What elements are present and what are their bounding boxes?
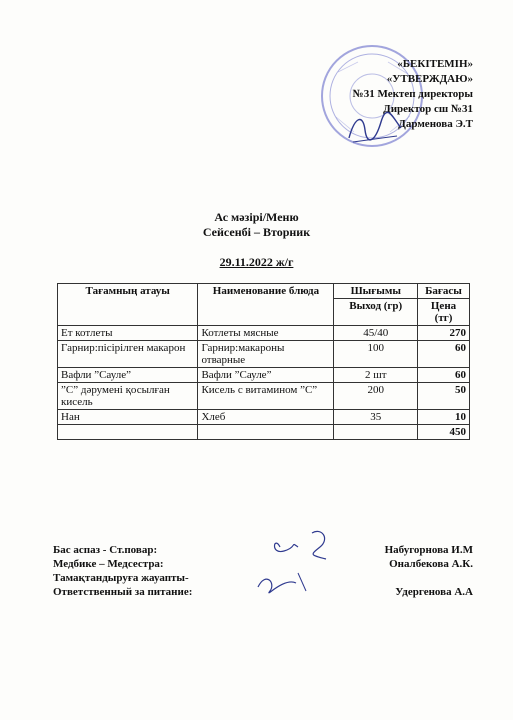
table-row	[58, 341, 470, 368]
medic-label: Медбике – Медсестра:	[53, 558, 164, 570]
resp-label-ru: Ответственный за питание:	[53, 586, 193, 598]
footer-medic-row	[53, 557, 473, 571]
menu-date: 29.11.2022 ж/г	[219, 255, 294, 269]
cell-name-kz: ”С” дәрумені қосылған кисель	[58, 383, 198, 410]
footer-signatures	[53, 543, 473, 599]
cell-name-kz: Вафли ”Сауле”	[58, 368, 198, 383]
cell-price: 60	[418, 368, 470, 383]
table-row	[58, 410, 470, 425]
menu-heading	[0, 210, 513, 240]
chef-name: Набугорнова И.М	[384, 544, 473, 556]
header-name-kz: Тағамның атауы	[58, 284, 198, 326]
cell-output: 45/40	[334, 326, 418, 341]
resp-name: Удергенова А.А	[395, 586, 473, 598]
total-price: 450	[418, 425, 470, 440]
cell-output: 35	[334, 410, 418, 425]
table-row	[58, 326, 470, 341]
header-price-kz: Бағасы	[418, 284, 470, 299]
menu-title: Ас мәзірі/Меню	[214, 210, 299, 224]
footer-chef-row	[53, 543, 473, 557]
cell-price: 270	[418, 326, 470, 341]
header-output-kz: Шығымы	[334, 284, 418, 299]
cell-name-ru: Кисель с витамином ”С”	[198, 383, 334, 410]
cell-name-ru: Хлеб	[198, 410, 334, 425]
table-total-row	[58, 425, 470, 440]
menu-day: Сейсенбі – Вторник	[202, 225, 311, 239]
cell-name-kz: Нан	[58, 410, 198, 425]
director-name: Дарменова Э.Т	[398, 118, 473, 130]
director-kz: №31 Мектеп директоры	[352, 88, 473, 100]
director-ru: Директор сш №31	[383, 103, 473, 115]
header-price-ru: Цена (тг)	[418, 299, 470, 326]
resp-label-kz: Тамақтандыруға жауапты-	[53, 572, 189, 584]
cell-price: 50	[418, 383, 470, 410]
table-header-row	[58, 284, 470, 299]
approve-ru: «УТВЕРЖДАЮ»	[386, 73, 473, 85]
table-row	[58, 368, 470, 383]
cell-output: 100	[334, 341, 418, 368]
cell-price: 60	[418, 341, 470, 368]
header-output-ru: Выход (гр)	[334, 299, 418, 326]
cell-empty	[198, 425, 334, 440]
header-name-ru: Наименование блюда	[198, 284, 334, 326]
footer-resp-row-ru	[53, 585, 473, 599]
table-row	[58, 383, 470, 410]
cell-price: 10	[418, 410, 470, 425]
menu-table	[57, 283, 470, 440]
cell-empty	[58, 425, 198, 440]
medic-name: Оналбекова А.К.	[389, 558, 473, 570]
cell-output: 2 шт	[334, 368, 418, 383]
cell-name-kz: Гарнир:пісірілген макарон	[58, 341, 198, 368]
footer-resp-row-kz	[53, 571, 473, 585]
director-signature	[345, 108, 405, 148]
cell-name-kz: Ет котлеты	[58, 326, 198, 341]
approve-kz: «БЕКІТЕМІН»	[397, 58, 473, 70]
cell-empty	[334, 425, 418, 440]
cell-name-ru: Котлеты мясные	[198, 326, 334, 341]
cell-name-ru: Вафли ”Сауле”	[198, 368, 334, 383]
cell-name-ru: Гарнир:макароны отварные	[198, 341, 334, 368]
cell-output: 200	[334, 383, 418, 410]
chef-label: Бас аспаз - Ст.повар:	[53, 544, 158, 556]
